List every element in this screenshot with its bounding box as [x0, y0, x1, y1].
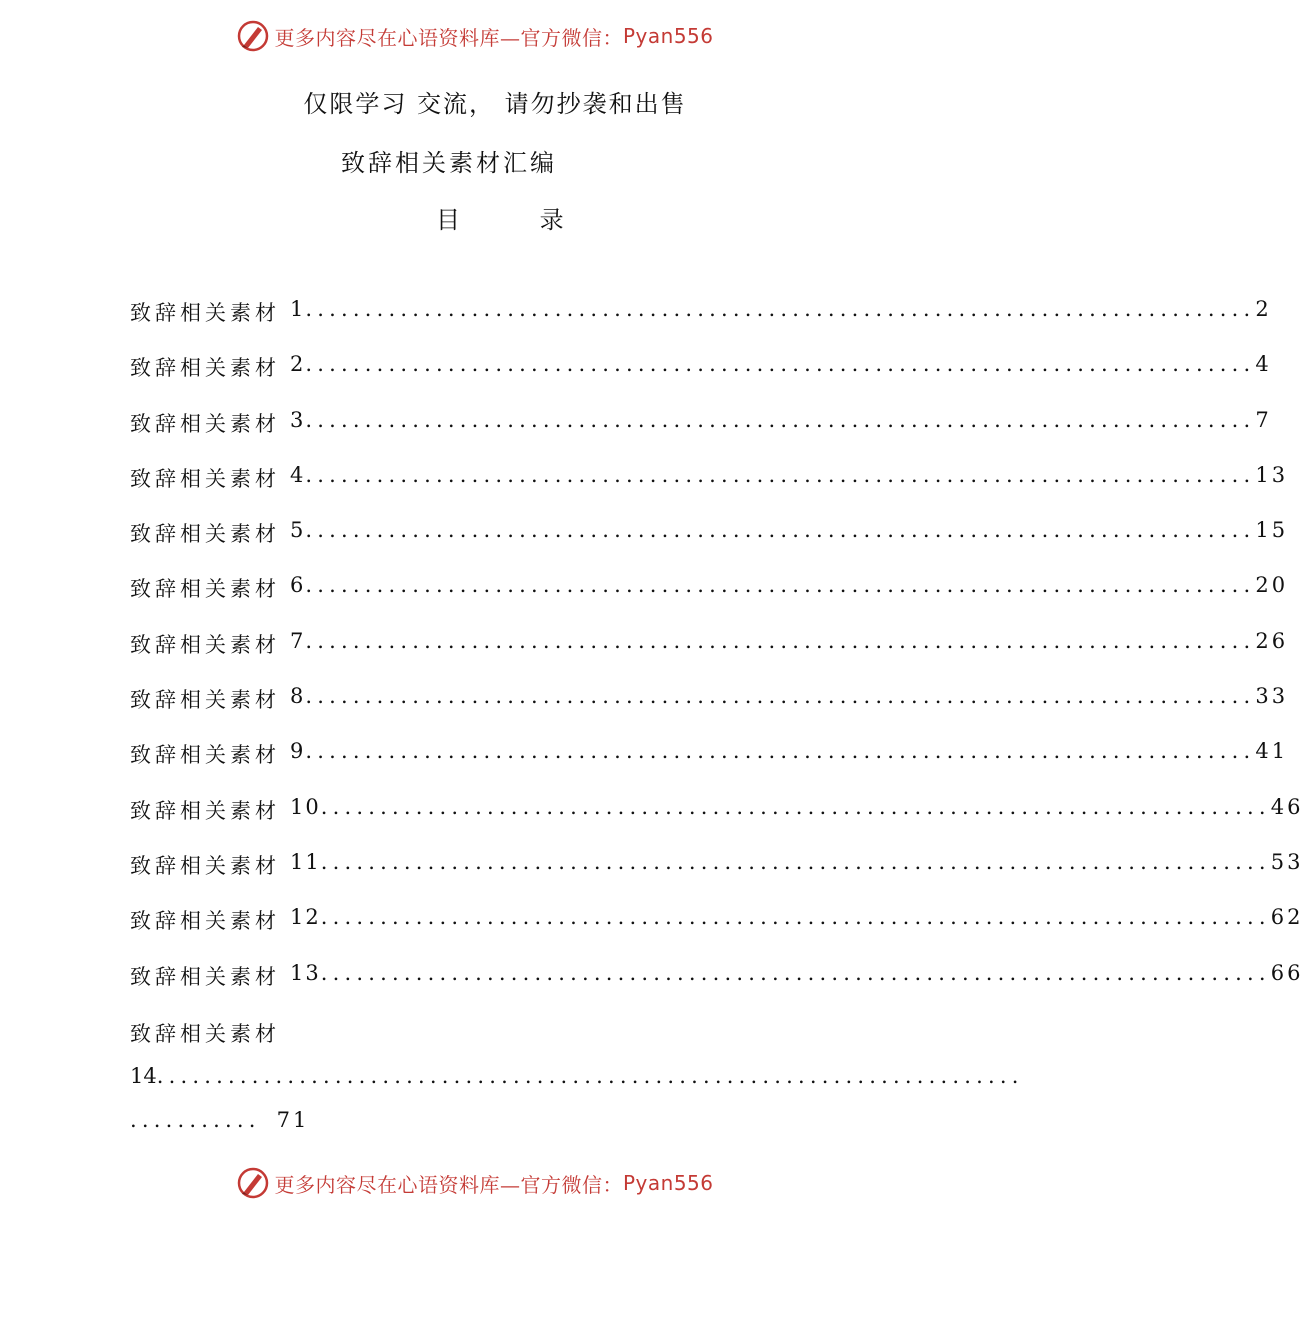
toc-entry-7[interactable]	[130, 628, 1289, 684]
toc-entry-label: 致辞相关素材	[130, 853, 280, 878]
pen-logo-icon	[236, 1166, 270, 1200]
toc-entry-label: 致辞相关素材	[130, 909, 280, 934]
toc-entry-label: 致辞相关素材	[130, 688, 280, 713]
toc-entry-page: 41	[1255, 739, 1289, 764]
watermark-bottom	[0, 1163, 950, 1203]
pen-logo-icon	[236, 19, 270, 53]
toc-entry-3[interactable]	[130, 407, 1272, 463]
toc-entry-page: 26	[1255, 628, 1289, 653]
toc-entry-label: 致辞相关素材	[130, 743, 280, 768]
toc-entry-number: 1	[290, 297, 306, 321]
toc-entry-page: 15	[1255, 518, 1289, 543]
watermark-text: 更多内容尽在心语资料库—官方微信：	[274, 1172, 623, 1197]
watermark-text: 更多内容尽在心语资料库—官方微信：	[274, 25, 623, 50]
toc-entry-number: 3	[290, 407, 306, 432]
toc-entry-page: 2	[1255, 297, 1272, 321]
toc-entry-label: 致辞相关素材	[130, 577, 280, 602]
toc-entry-1[interactable]	[130, 297, 1272, 352]
toc-leader-dots: ................................................................................	[305, 297, 1256, 321]
toc-leader-dots: ................................................................................	[320, 960, 1271, 985]
toc-entry-number: 5	[290, 518, 306, 543]
toc-leader-dots: ...........	[130, 1108, 261, 1132]
toc-entry-number: 7	[290, 628, 306, 653]
toc-entry-page: 4	[1255, 352, 1272, 377]
toc-entry-label: 致辞相关素材	[130, 466, 280, 491]
toc-entry-page: 62	[1270, 905, 1304, 930]
toc-entry-label: 致辞相关素材	[130, 632, 280, 657]
watermark-wechat: Pyan556	[622, 1171, 714, 1195]
toc-entry-number: 2	[290, 352, 306, 377]
toc-entry-14[interactable]	[130, 1018, 1024, 1132]
toc-entry-page: 7	[1255, 407, 1272, 432]
toc-entry-label: 致辞相关素材	[130, 798, 280, 823]
toc-entry-label: 致辞相关素材	[130, 964, 280, 989]
toc-entry-page: 71	[276, 1108, 310, 1132]
toc-entry-page: 13	[1255, 462, 1289, 487]
toc-entry-13[interactable]	[130, 960, 1304, 1016]
toc-entry-page: 46	[1270, 794, 1304, 819]
toc-leader-dots: ................................................................................	[305, 739, 1256, 764]
toc-leader-dots: ................................................................................	[320, 794, 1271, 819]
toc-entry-4[interactable]	[130, 462, 1289, 518]
toc-leader-dots: ................................................................................	[305, 352, 1256, 377]
toc-entry-number: 9	[290, 739, 306, 764]
watermark-top	[0, 16, 950, 56]
toc-leader-dots: ................................................................................	[305, 573, 1256, 598]
toc-entry-9[interactable]	[130, 739, 1289, 794]
toc-entry-label: 致辞相关素材	[130, 356, 280, 381]
toc-entry-number: 10	[290, 794, 321, 819]
toc-entry-number: 8	[290, 684, 306, 709]
toc-entry-8[interactable]	[130, 684, 1289, 739]
toc-entry-2[interactable]	[130, 352, 1272, 407]
toc-entry-label: 致辞相关素材	[130, 301, 280, 325]
toc-entry-label: 致辞相关素材	[130, 411, 280, 436]
watermark-wechat: Pyan556	[622, 24, 714, 48]
toc-entry-number: 6	[290, 573, 306, 598]
toc-leader-dots: ................................................................................	[305, 518, 1256, 543]
toc-entry-number: 13	[290, 960, 321, 985]
toc-entry-label: 致辞相关素材	[130, 522, 280, 547]
toc-entry-page: 20	[1255, 573, 1289, 598]
toc-entry-12[interactable]	[130, 905, 1304, 960]
notice-line: 仅限学习 交流， 请勿抄袭和出售	[303, 90, 687, 118]
toc-entry-5[interactable]	[130, 518, 1289, 573]
toc-entry-number: 4	[290, 462, 306, 487]
toc-entry-page: 53	[1270, 849, 1304, 874]
toc-entry-page: 66	[1270, 960, 1304, 985]
toc-entry-label: 致辞相关素材	[130, 1022, 280, 1046]
toc-leader-dots: .........................................................................	[156, 1064, 1024, 1088]
toc-entry-11[interactable]	[130, 849, 1304, 905]
toc-entry-6[interactable]	[130, 573, 1289, 628]
toc-entry-10[interactable]	[130, 794, 1304, 850]
toc-entry-number: 11	[290, 849, 321, 874]
toc-heading: 目 录	[436, 206, 600, 234]
toc-leader-dots: ................................................................................	[305, 684, 1256, 709]
toc-leader-dots: ................................................................................	[320, 905, 1271, 930]
table-of-contents	[130, 297, 1304, 1016]
toc-entry-number: 14	[130, 1064, 157, 1088]
toc-leader-dots: ................................................................................	[305, 462, 1256, 487]
toc-entry-page: 33	[1255, 684, 1289, 709]
toc-leader-dots: ................................................................................	[320, 849, 1271, 874]
document-title: 致辞相关素材汇编	[341, 149, 557, 177]
toc-leader-dots: ................................................................................	[305, 628, 1256, 653]
toc-entry-number: 12	[290, 905, 321, 930]
toc-leader-dots: ................................................................................	[305, 407, 1256, 432]
